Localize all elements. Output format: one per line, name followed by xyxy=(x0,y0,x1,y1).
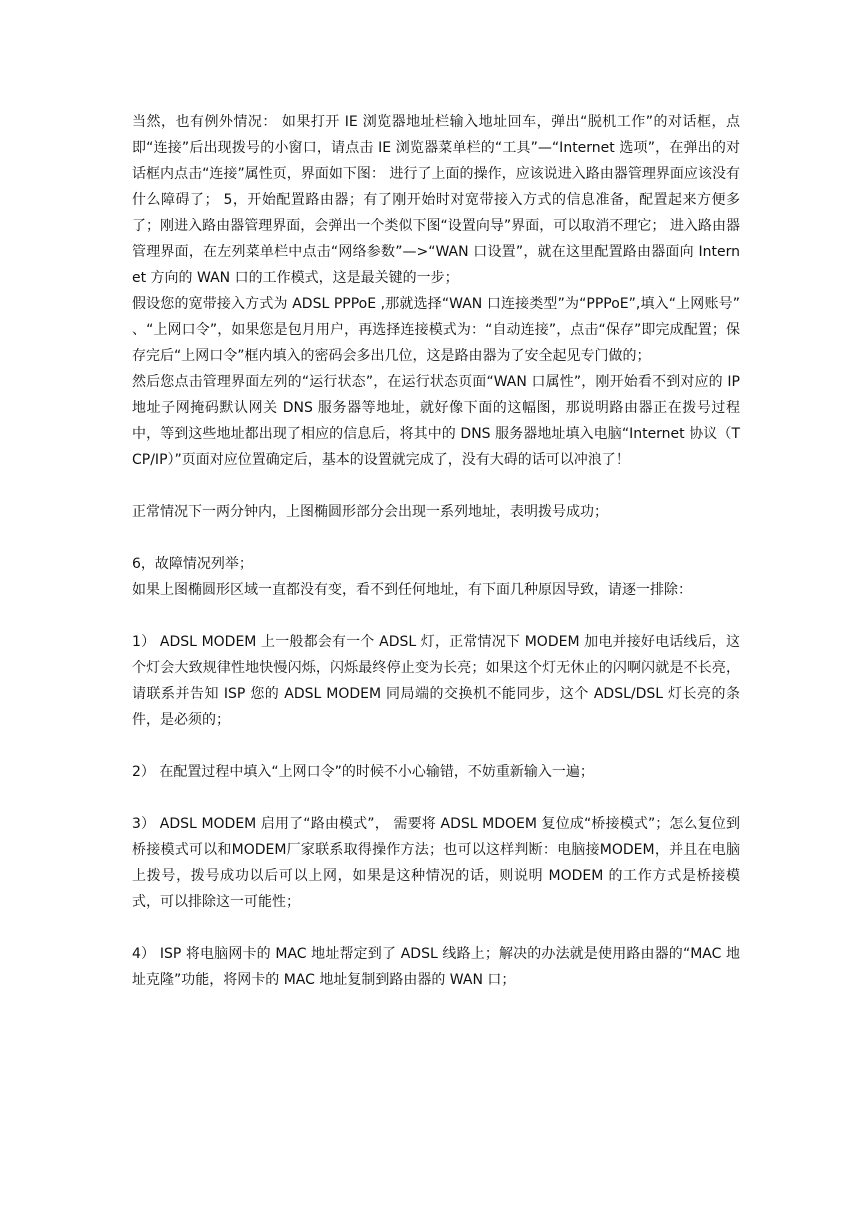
list-item-1: 1） ADSL MODEM 上一般都会有一个 ADSL 灯，正常情况下 MODEM 加电并接好电话线后，这个灯会大致规律性地快慢闪烁，闪烁最终停止变为长亮；如果这个灯无休止的闪啊闪就是不长亮，请联系并告知 ISP 您的 ADSL MODEM 同局端的交换机不能同步，这个 ADSL/DSL 灯长亮的条件，是必须的； xyxy=(132,634,740,728)
paragraph-gap xyxy=(132,915,740,941)
paragraph-gap xyxy=(132,525,740,551)
paragraph-gap xyxy=(132,785,740,811)
paragraph-success-note: 正常情况下一两分钟内，上图椭圆形部分会出现一系列地址，表明拨号成功； xyxy=(132,504,608,520)
paragraph-gap xyxy=(132,603,740,629)
list-item-3: 3） ADSL MODEM 启用了“路由模式”， 需要将 ADSL MDOEM 复位成“桥接模式”；怎么复位到桥接模式可以和MODEM厂家联系取得操作方法；也可以这样判断：电脑接MODEM，并且在电脑上拨号，拨号成功以后可以上网，如果是这种情况的话，则说明 MODEM 的工作方式是桥接模式，可以排除这一可能性； xyxy=(132,816,740,910)
paragraph-intro: 当然，也有例外情况： 如果打开 IE 浏览器地址栏输入地址回车，弹出“脱机工作”的对话框，点即“连接”后出现拨号的小窗口，请点击 IE 浏览器菜单栏的“工具”—“Internet 选项”，在弹出的对话框内点击“连接”属性页，界面如下图： 进行了上面的操作，应该说进入路由器管理界面应该没有什么障碍了； 5，开始配置路由器；有了刚开始时对宽带接入方式的信息准备，配置起来方便多了；刚进入路由器管理界面，会弹出一个类似下图“设置向导”界面，可以取消不理它； 进入路由器管理界面，在左列菜单栏中点击“网络参数”—>“WAN 口设置”，就在这里配置路由器面向 Internet 方向的 WAN 口的工作模式，这是最关键的一步； xyxy=(132,114,740,286)
paragraph-status-check: 然后您点击管理界面左列的“运行状态”，在运行状态页面“WAN 口属性”，刚开始看不到对应的 IP 地址子网掩码默认网关 DNS 服务器等地址，就好像下面的这幅图，那说明路由器正在拨号过程中，等到这些地址都出现了相应的信息后，将其中的 DNS 服务器地址填入电脑“Internet 协议（TCP/IP）”页面对应位置确定后，基本的设置就完成了，没有大碍的话可以冲浪了！ xyxy=(132,374,740,468)
document-body xyxy=(132,109,740,993)
paragraph-pppoe-setup: 假设您的宽带接入方式为 ADSL PPPoE ,那就选择“WAN 口连接类型”为“PPPoE”,填入“上网账号” 、“上网口令”，如果您是包月用户，再选择连接模式为：“自动连接”，点击“保存”即完成配置；保存完后“上网口令”框内填入的密码会多出几位，这是路由器为了安全起见专门做的； xyxy=(132,296,740,364)
list-item-2: 2） 在配置过程中填入“上网口令”的时候不小心输错，不妨重新输入一遍； xyxy=(132,764,594,780)
paragraph-gap xyxy=(132,733,740,759)
list-item-4: 4） ISP 将电脑网卡的 MAC 地址帮定到了 ADSL 线路上；解决的办法就是使用路由器的“MAC 地址克隆”功能，将网卡的 MAC 地址复制到路由器的 WAN 口； xyxy=(132,946,740,988)
paragraph-fault-intro: 如果上图椭圆形区域一直都没有变，看不到任何地址，有下面几种原因导致，请逐一排除： xyxy=(132,582,692,598)
paragraph-gap xyxy=(132,473,740,499)
section-heading-faults: 6，故障情况列举； xyxy=(132,556,253,572)
